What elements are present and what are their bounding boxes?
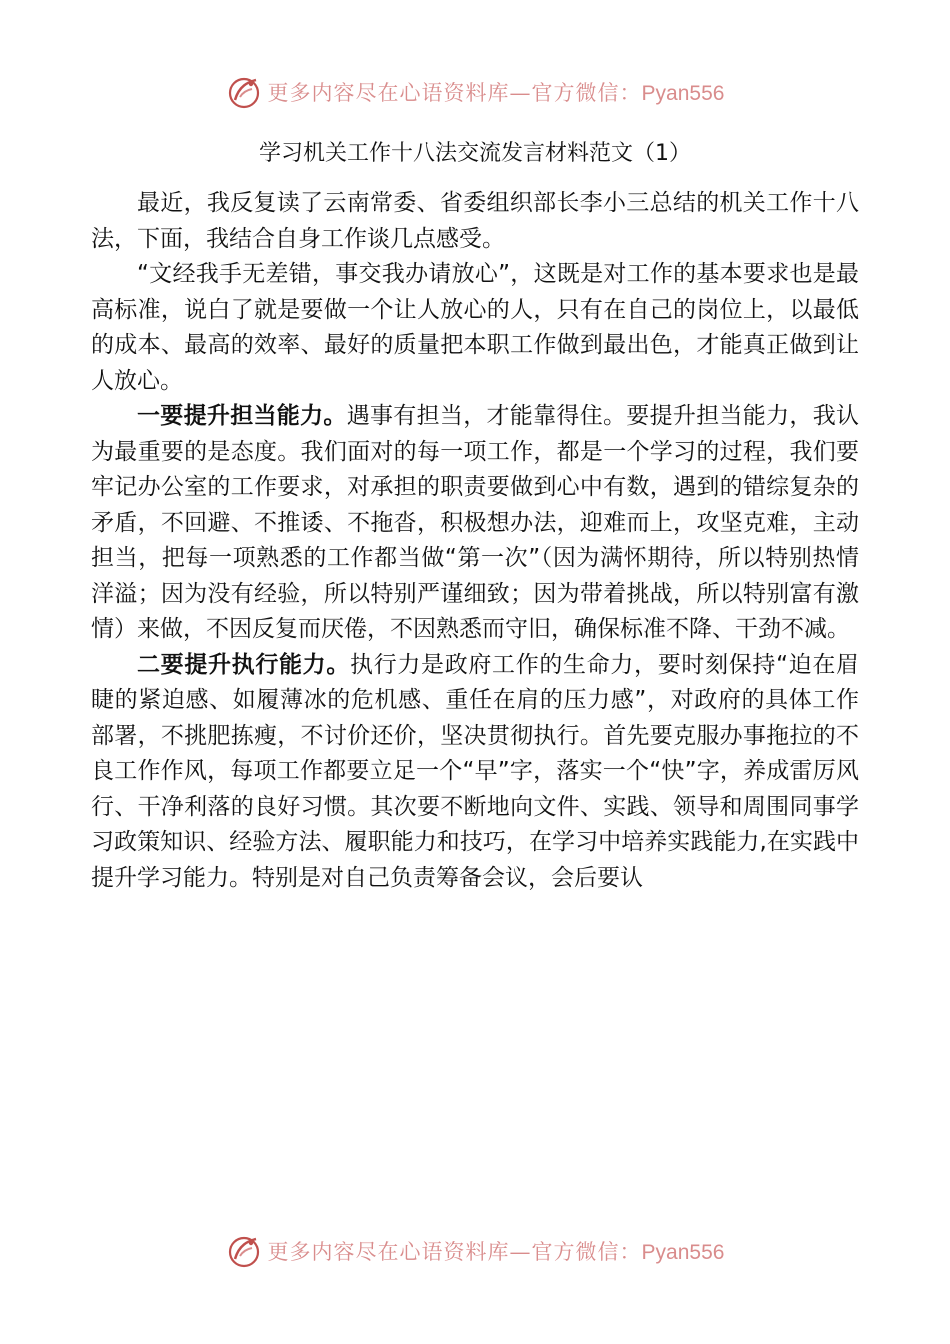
- paragraph-1: 最近，我反复读了云南常委、省委组织部长李小三总结的机关工作十八法，下面，我结合自身工作谈几点感受。: [91, 190, 859, 252]
- wechat-id: Pyan556: [641, 82, 725, 105]
- document-title: 学习机关工作十八法交流发言材料范文（1）: [259, 141, 691, 166]
- paragraph-4-lead: 二要提升执行能力。: [137, 651, 351, 678]
- watermark-text: 更多内容尽在心语资料库—官方微信：Pyan556: [267, 81, 725, 105]
- paragraph-4: 二要提升执行能力。执行力是政府工作的生命力，要时刻保持“迫在眉睫的紧迫感、如履薄冰的危机感、重任在肩的压力感”，对政府的具体工作部署，不挑肥拣瘦，不讨价还价，坚决贯彻执行。首先要克服办事拖拉的不良工作作风，每项工作都要立足一个“早”字，落实一个“快”字，养成雷厉风行、干净利落的良好习惯。其次要不断地向文件、实践、领导和周围同事学习政策知识、经验方法、履职能力和技巧，在学习中培养实践能力,在实践中提升学习能力。特别是对自己负责筹备会议，会后要认: [91, 651, 860, 891]
- brand-logo-icon: [226, 1233, 262, 1269]
- document-body: [91, 186, 859, 896]
- paragraph-3: 一要提升担当能力。遇事有担当，才能靠得住。要提升担当能力，我认为最重要的是态度。我们面对的每一项工作，都是一个学习的过程，我们要牢记办公室的工作要求，对承担的职责要做到心中有数，遇到的错综复杂的矛盾，不回避、不推诿、不拖沓，积极想办法，迎难而上，攻坚克难，主动担当，把每一项熟悉的工作都当做“第一次”（因为满怀期待，所以特别热情洋溢；因为没有经验，所以特别严谨细致；因为带着挑战，所以特别富有激情）来做，不因反复而厌倦，不因熟悉而守旧，确保标准不降、干劲不减。: [91, 403, 860, 642]
- brand-logo-icon: [226, 74, 262, 110]
- paragraph-3-lead: 一要提升担当能力。: [137, 403, 347, 429]
- paragraph-2: “文经我手无差错，事交我办请放心”，这既是对工作的基本要求也是最高标准，说白了就是要做一个让人放心的人，只有在自己的岗位上，以最低的成本、最高的效率、最好的质量把本职工作做到最出色，才能真正做到让人放心。: [91, 261, 859, 394]
- watermark-text: 更多内容尽在心语资料库—官方微信：Pyan556: [267, 1240, 725, 1264]
- header-watermark: [0, 74, 950, 110]
- footer-watermark: [0, 1233, 950, 1269]
- wechat-id: Pyan556: [641, 1241, 725, 1264]
